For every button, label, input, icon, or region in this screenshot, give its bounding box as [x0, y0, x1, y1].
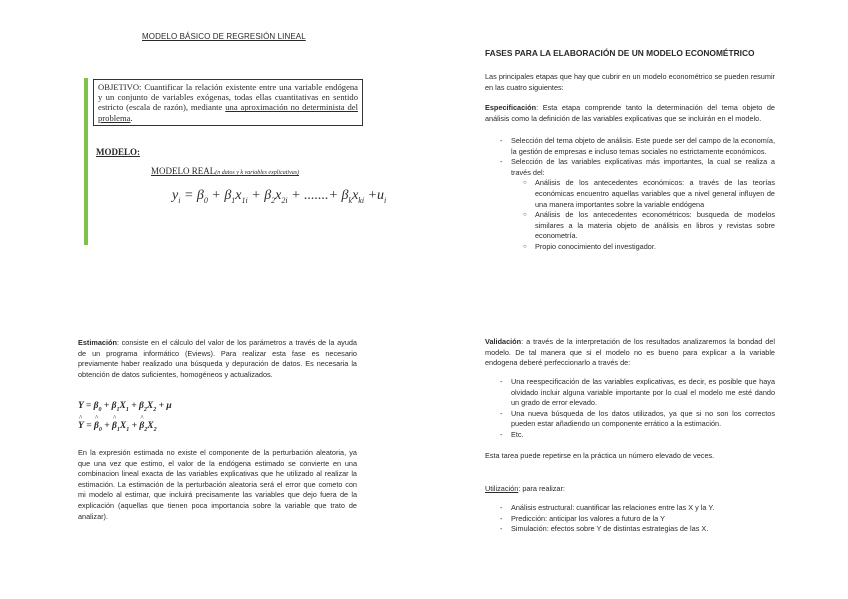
fases-intro-paragraph: Las principales etapas que hay que cubrir en un modelo econométrico se pueden resumir en las cuatro siguientes:	[485, 72, 775, 92]
repetirse-paragraph: Esta tarea puede repetirse en la práctica un número elevado de veces.	[485, 451, 715, 460]
estimated-model-formula: ^ Y = ^ $\beta_0$ + ^ $\beta_1X_1$ + ^ $\beta_2X_2$	[78, 421, 157, 433]
modelo-real-label	[151, 166, 299, 176]
modelo-real-note: (n datos y k variables explicativas)	[215, 170, 300, 176]
list-item: - Una nueva búsqueda de los datos utilizados, ya que si no son los correctos pueden estar añadiendo un componente errático a la estimación.	[489, 409, 775, 430]
sub-list-item: ○ Análisis de los antecedentes económicos: a través de las teorías económicas encuentro aquellas variables que a nivel general influyen de una manera importantes sobre la variable endógena	[513, 178, 775, 210]
especificacion-paragraph	[485, 103, 775, 124]
list-item: - Selección de las variables explicativas más importantes, la cual se realiza a través del: ○ Análisis de los antecedentes económicos: a través de las teorías económicas encuentro aquellas variables que a nivel general influyen de una manera importantes sobre la variable endógena ○ Análisis de los antecedentes econométricos: busqueda de modelos similares a la materia objeto de análisis en libros y revistas sobre econometría. ○ Propio conocimiento del investigador.	[489, 157, 775, 252]
list-item: - Etc.	[489, 430, 775, 441]
utilizacion-text: : para realizar:	[518, 484, 565, 493]
utilizacion-heading	[485, 484, 565, 493]
validacion-paragraph	[485, 337, 775, 369]
objective-text: OBJETIVO: Cuantificar la relación existente entre una variable endógena y un conjunto de variables exógenas, todas ellas cuantitativas en sentido estricto (escala de razón), mediante	[98, 82, 358, 113]
sub-list-item: ○ Análisis de los antecedentes econométricos: busqueda de modelos similares a la materia objeto de análisis en libros y revistas sobre econometría.	[513, 210, 775, 242]
especificacion-label: Especificación	[485, 103, 537, 112]
estimacion-paragraph	[78, 338, 357, 380]
list-item: - Simulación: efectos sobre Y de distintas estrategias de las X.	[489, 524, 775, 535]
list-item: - Análisis estructural: cuantificar las relaciones entre las X y la Y.	[489, 503, 775, 514]
list-item: - Predicción: anticipar los valores a futuro de la Y	[489, 514, 775, 525]
validacion-label: Validación	[485, 337, 522, 346]
utilizacion-label: Utilización	[485, 484, 519, 493]
validacion-list	[489, 377, 775, 441]
validacion-text: : a través de la interpretación de los resultados analizaremos la bondad del modelo. De tal manera que si el modelo no es bueno para explicar a la variable endogena deberé perfeccionarlo a través de:	[485, 337, 775, 368]
list-item: - Selección del tema objeto de análisis. Este puede ser del campo de la economía, la gestión de empresas e incluso temas sociales no estrictamente económicos.	[489, 136, 775, 157]
objective-underlined-text: una aproximación no determinista del problema	[98, 102, 358, 123]
especificacion-sublist	[513, 178, 775, 252]
objective-box	[93, 79, 363, 126]
sub-list-item: ○ Propio conocimiento del investigador.	[513, 242, 775, 253]
population-model-formula: $y_i = \beta_0 + \beta_1x_{1i} + \beta_2x_{2i}$ + .......+ $\beta_kx_{ki} +u_i$	[172, 188, 387, 205]
especificacion-list	[489, 136, 775, 253]
section-title-fases: FASES PARA LA ELABORACIÓN DE UN MODELO ECONOMÉTRICO	[485, 48, 755, 58]
utilizacion-list	[489, 503, 775, 535]
estimacion-label: Estimación	[78, 338, 117, 347]
modelo-real-text: MODELO REAL	[151, 166, 216, 176]
list-item: - Una reespecificación de las variables explicativas, es decir, es posible que haya olvidado incluir alguna variable importante por lo cual el modelo me esté dando un grado de error elevado.	[489, 377, 775, 409]
green-accent-bar	[84, 78, 88, 245]
model-formula: $Y = \beta_0 + \beta_1X_1 + \beta_2X_2 + \mu$	[78, 401, 172, 413]
section-title-regression: MODELO BÁSICO DE REGRESIÓN LINEAL	[142, 32, 306, 41]
estimacion-explanation-paragraph: En la expresión estimada no existe el componente de la perturbación aleatoria, ya que una vez que estimo, el valor de la endógena estimado se convierte en una combinacion lineal exacta de las variables explicativas que he utilizado al realizar la estimación. La estimación de la perturbación aleatoria será el error que cometo con mi modelo al estimar, que incluirá precisamente las variables que dejo fuera de la explicación (aquellas que tienen poca importancia sobre la variable que trato de analizar).	[78, 448, 357, 521]
especificacion-text: : Esta etapa comprende tanto la determinación del tema objeto de análisis como la definición de las variables explicativas que se incluirán en el modelo.	[485, 103, 775, 123]
objective-end: .	[130, 112, 133, 123]
estimacion-text: : consiste en el cálculo del valor de los parámetros a través de la ayuda de un programa informático (Eviews). Para realizar esta fase es necesario previamente haber realizado una búsqueda y depuración de datos. Es necesaria la obtención de datos suficientes, homogéneos y actualizados.	[78, 338, 357, 379]
modelo-heading: MODELO:	[96, 147, 140, 157]
